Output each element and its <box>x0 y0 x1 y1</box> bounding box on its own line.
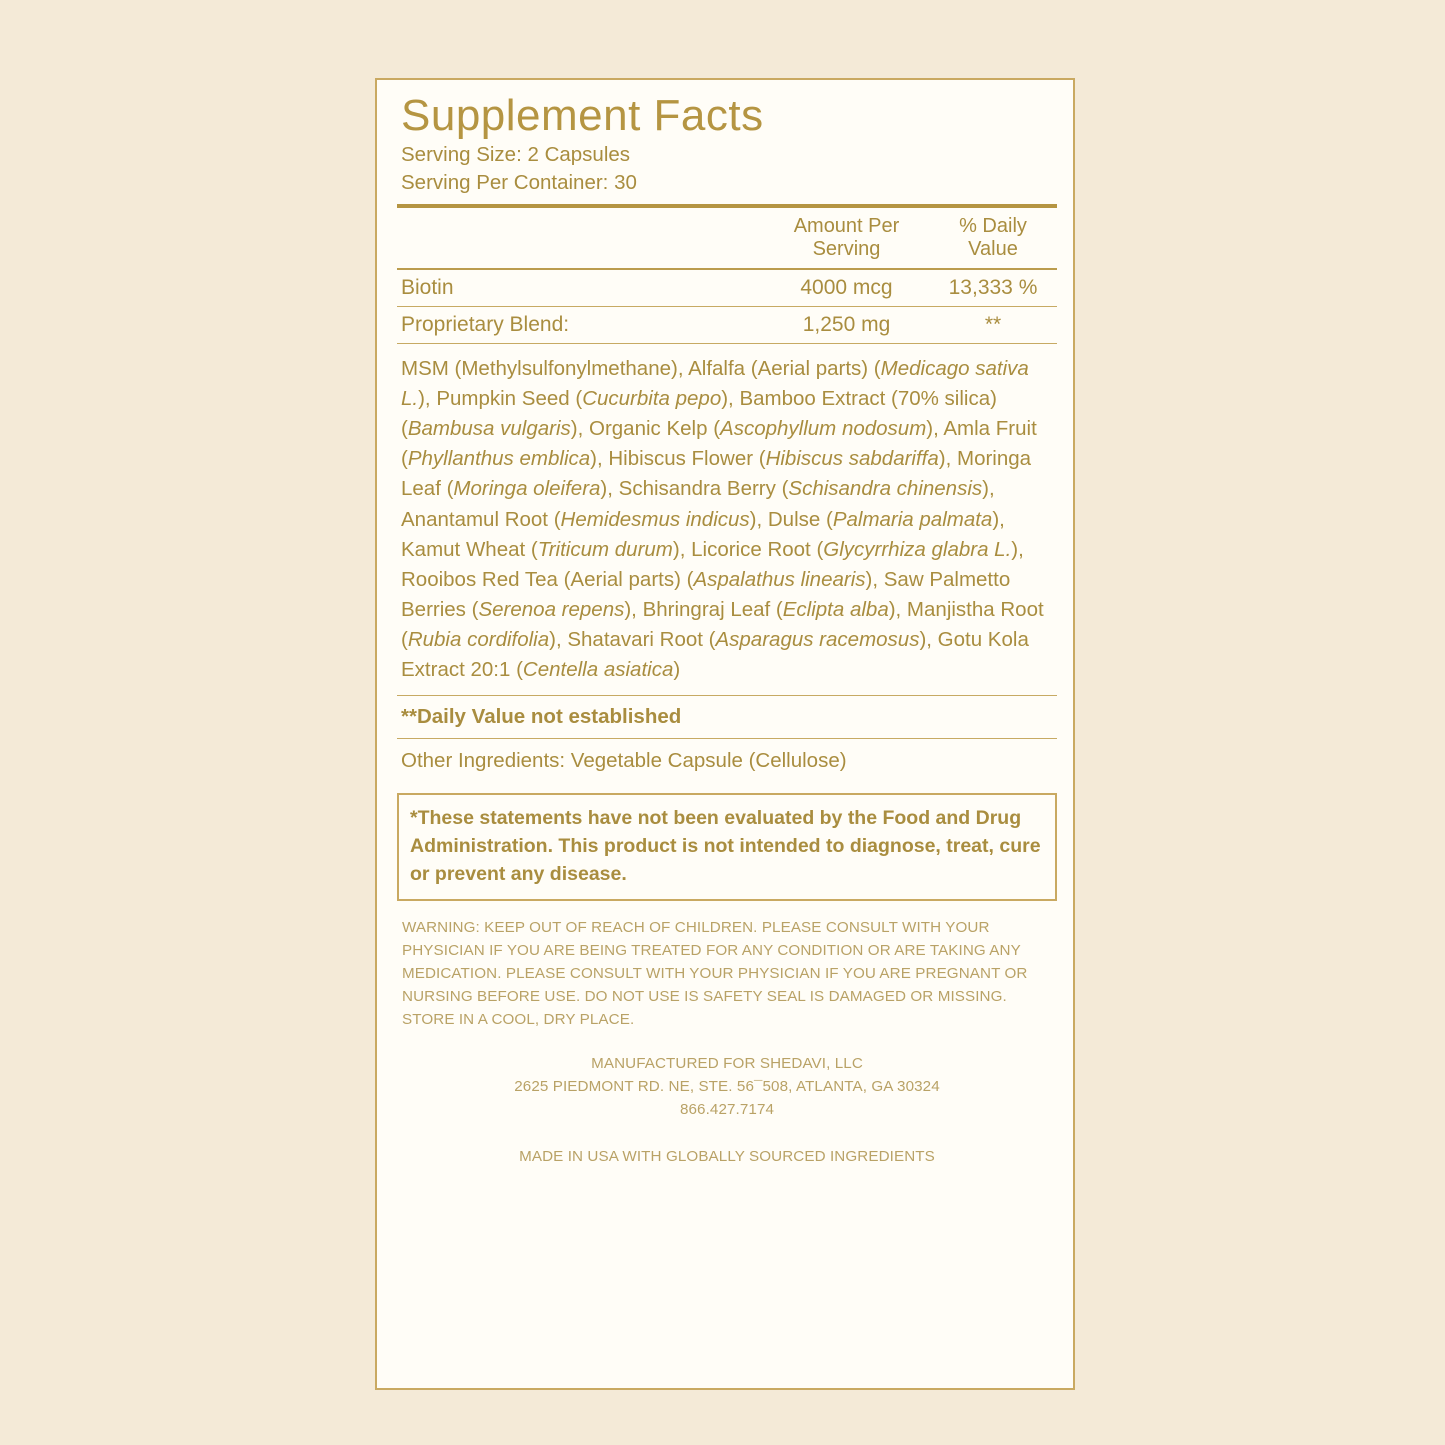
nutrient-daily-value: ** <box>984 312 1002 336</box>
header-dv-line2: Value <box>968 238 1018 261</box>
other-ingredients: Other Ingredients: Vegetable Capsule (Cellulose) <box>401 749 847 773</box>
warning-text: WARNING: KEEP OUT OF REACH OF CHILDREN. PLEASE CONSULT WITH YOUR PHYSICIAN IF YOU ARE BEING TREATED FOR ANY CONDITION OR ARE TAKING ANY MEDICATION. PLEASE CONSULT WITH YOUR PHYSICIAN IF YOU ARE PREGNANT OR NURSING BEFORE USE. DO NOT USE IS SAFETY SEAL IS DAMAGED OR MISSING. STORE IN A COOL, DRY PLACE. <box>402 919 1028 1028</box>
page-title: Supplement Facts <box>401 91 764 140</box>
manufacturer-phone: 866.427.7174 <box>679 1100 775 1118</box>
table-header-row <box>397 208 1057 268</box>
serving-size: Serving Size: 2 Capsules <box>401 143 631 167</box>
table-row <box>397 307 1057 343</box>
nutrient-amount: 1,250 mg <box>802 312 891 336</box>
serving-info <box>397 141 1057 204</box>
proprietary-blend-ingredients <box>397 344 1057 695</box>
fda-disclaimer: *These statements have not been evaluated by the Food and Drug Administration. This product is not intended to diagnose, treat, cure or prevent any disease. <box>397 793 1057 901</box>
serving-per-container: Serving Per Container: 30 <box>401 171 637 195</box>
header-daily-value <box>929 215 1057 262</box>
supplement-facts-box <box>397 93 1057 1165</box>
nutrient-name: Biotin <box>401 275 454 299</box>
blend-text-plain: MSM (Methylsulfonylmethane), Alfalfa (Aerial parts) (Medicago sativa L.), Pumpkin Seed (Cucurbita pepo), Bamboo Extract (70% silica) (Bambusa vulgaris), Organic Kelp (Ascophyllum nodosum), Amla Fruit (Phyllanthus emblica), Hibiscus Flower (Hibiscus sabdariffa), Moringa Leaf (Moringa oleifera), Schisandra Berry (Schisandra chinensis), Anantamul Root (Hemidesmus indicus), Dulse (Palmaria palmata), Kamut Wheat (Triticum durum), Licorice Root (Glycyrrhiza glabra L.), Rooibos Red Tea (Aerial parts) (Aspalathus linearis), Saw Palmetto Berries (Serenoa repens), Bhringraj Leaf (Eclipta alba), Manjistha Root (Rubia cordifolia), Shatavari Root (Asparagus racemosus), Gotu Kola Extract 20:1 (Centella asiatica) <box>401 356 1044 682</box>
daily-value-footnote: **Daily Value not established <box>401 705 682 729</box>
table-row <box>397 270 1057 306</box>
nutrient-name: Proprietary Blend: <box>401 312 570 336</box>
manufacturer-info <box>397 1031 1057 1121</box>
supplement-facts-panel <box>375 78 1075 1390</box>
header-amount-per-serving <box>760 215 929 262</box>
nutrient-daily-value: 13,333 % <box>948 275 1038 299</box>
header-dv-line1: % Daily <box>959 214 1027 237</box>
header-amount-line2: Serving <box>812 238 881 261</box>
manufactured-for: MANUFACTURED FOR SHEDAVI, LLC <box>591 1055 863 1073</box>
made-in-usa: MADE IN USA WITH GLOBALLY SOURCED INGREDIENTS <box>519 1147 935 1165</box>
nutrient-amount: 4000 mcg <box>800 275 893 299</box>
header-amount-line1: Amount Per <box>793 214 900 237</box>
manufacturer-address: 2625 PIEDMONT RD. NE, STE. 56¯508, ATLANTA, GA 30324 <box>514 1078 940 1096</box>
